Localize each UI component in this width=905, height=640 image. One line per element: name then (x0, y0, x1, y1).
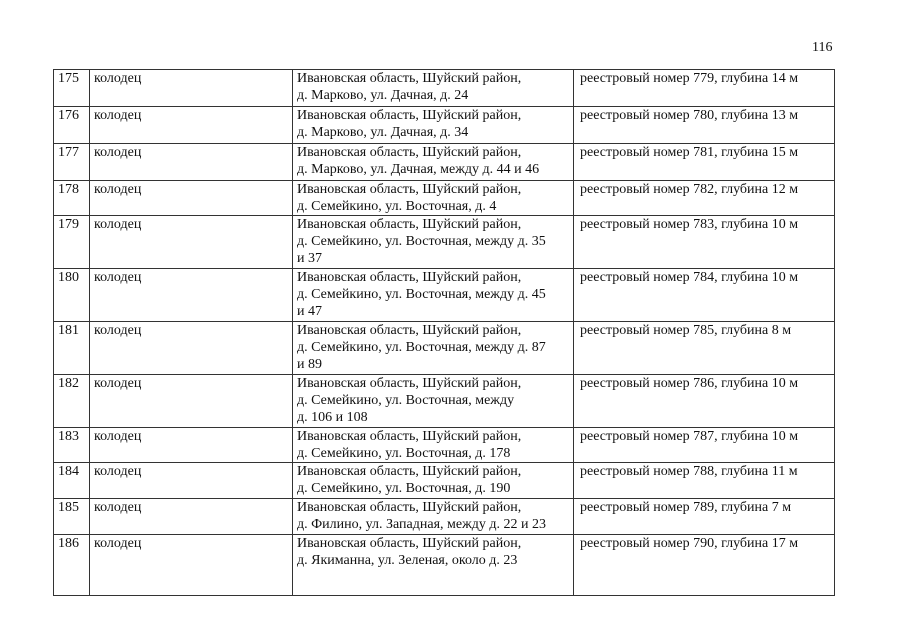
table-row (54, 428, 835, 463)
row-number: 185 (54, 499, 90, 535)
row-number: 182 (54, 375, 90, 428)
address-line: д. Семейкино, ул. Восточная, между д. 45 (297, 287, 546, 302)
object-type: колодец (90, 499, 293, 535)
row-number: 180 (54, 269, 90, 322)
address-cell (293, 216, 574, 269)
object-type: колодец (90, 322, 293, 375)
address-cell (293, 535, 574, 596)
row-number: 177 (54, 144, 90, 181)
address-line: Ивановская область, Шуйский район, (297, 500, 522, 515)
object-type: колодец (90, 144, 293, 181)
registry-info: реестровый номер 779, глубина 14 м (574, 70, 835, 107)
address-line: Ивановская область, Шуйский район, (297, 323, 522, 338)
page-number: 116 (812, 40, 833, 55)
registry-info: реестровый номер 788, глубина 11 м (574, 463, 835, 499)
address-line: д. Марково, ул. Дачная, между д. 44 и 46 (297, 162, 540, 177)
address-line: д. Семейкино, ул. Восточная, д. 4 (297, 199, 497, 214)
table-row (54, 322, 835, 375)
registry-info: реестровый номер 789, глубина 7 м (574, 499, 835, 535)
table-row (54, 144, 835, 181)
address-line: Ивановская область, Шуйский район, (297, 464, 522, 479)
address-line: д. Семейкино, ул. Восточная, между д. 35 (297, 234, 546, 249)
address-line: д. 106 и 108 (297, 410, 368, 425)
row-number: 186 (54, 535, 90, 596)
address-line: и 89 (297, 357, 322, 372)
address-line: д. Марково, ул. Дачная, д. 34 (297, 125, 469, 140)
row-number: 183 (54, 428, 90, 463)
table-row (54, 269, 835, 322)
address-line: д. Семейкино, ул. Восточная, между д. 87 (297, 340, 546, 355)
registry-info: реестровый номер 781, глубина 15 м (574, 144, 835, 181)
address-cell (293, 70, 574, 107)
address-line: Ивановская область, Шуйский район, (297, 145, 522, 160)
address-line: д. Филино, ул. Западная, между д. 22 и 23 (297, 517, 547, 532)
address-cell (293, 269, 574, 322)
address-cell (293, 107, 574, 144)
row-number: 175 (54, 70, 90, 107)
address-cell (293, 375, 574, 428)
table-row (54, 535, 835, 596)
object-type: колодец (90, 535, 293, 596)
address-line: д. Марково, ул. Дачная, д. 24 (297, 88, 469, 103)
object-type: колодец (90, 216, 293, 269)
address-line: Ивановская область, Шуйский район, (297, 71, 522, 86)
address-cell (293, 181, 574, 216)
address-line: Ивановская область, Шуйский район, (297, 270, 522, 285)
table-row (54, 70, 835, 107)
object-type: колодец (90, 463, 293, 499)
object-type: колодец (90, 269, 293, 322)
row-number: 181 (54, 322, 90, 375)
object-type: колодец (90, 181, 293, 216)
address-line: д. Семейкино, ул. Восточная, д. 178 (297, 446, 511, 461)
row-number: 179 (54, 216, 90, 269)
table-row (54, 216, 835, 269)
address-cell (293, 463, 574, 499)
address-line: д. Якиманна, ул. Зеленая, около д. 23 (297, 553, 518, 568)
table-row (54, 107, 835, 144)
registry-info: реестровый номер 783, глубина 10 м (574, 216, 835, 269)
row-number: 176 (54, 107, 90, 144)
registry-info: реестровый номер 790, глубина 17 м (574, 535, 835, 596)
address-line: и 47 (297, 304, 322, 319)
object-type: колодец (90, 70, 293, 107)
table-row (54, 375, 835, 428)
registry-info: реестровый номер 785, глубина 8 м (574, 322, 835, 375)
address-line: Ивановская область, Шуйский район, (297, 108, 522, 123)
registry-info: реестровый номер 780, глубина 13 м (574, 107, 835, 144)
row-number: 178 (54, 181, 90, 216)
address-line: Ивановская область, Шуйский район, (297, 182, 522, 197)
registry-info: реестровый номер 787, глубина 10 м (574, 428, 835, 463)
address-line: д. Семейкино, ул. Восточная, между (297, 393, 515, 408)
registry-info: реестровый номер 786, глубина 10 м (574, 375, 835, 428)
address-line: и 37 (297, 251, 322, 266)
object-type: колодец (90, 428, 293, 463)
registry-info: реестровый номер 782, глубина 12 м (574, 181, 835, 216)
address-line: Ивановская область, Шуйский район, (297, 536, 522, 551)
table-row (54, 463, 835, 499)
object-type: колодец (90, 375, 293, 428)
wells-table (53, 69, 835, 596)
address-line: Ивановская область, Шуйский район, (297, 217, 522, 232)
address-cell (293, 322, 574, 375)
row-number: 184 (54, 463, 90, 499)
address-cell (293, 428, 574, 463)
address-cell (293, 144, 574, 181)
table-row (54, 499, 835, 535)
registry-info: реестровый номер 784, глубина 10 м (574, 269, 835, 322)
table-row (54, 181, 835, 216)
address-line: Ивановская область, Шуйский район, (297, 376, 522, 391)
object-type: колодец (90, 107, 293, 144)
address-line: д. Семейкино, ул. Восточная, д. 190 (297, 481, 511, 496)
address-line: Ивановская область, Шуйский район, (297, 429, 522, 444)
address-cell (293, 499, 574, 535)
